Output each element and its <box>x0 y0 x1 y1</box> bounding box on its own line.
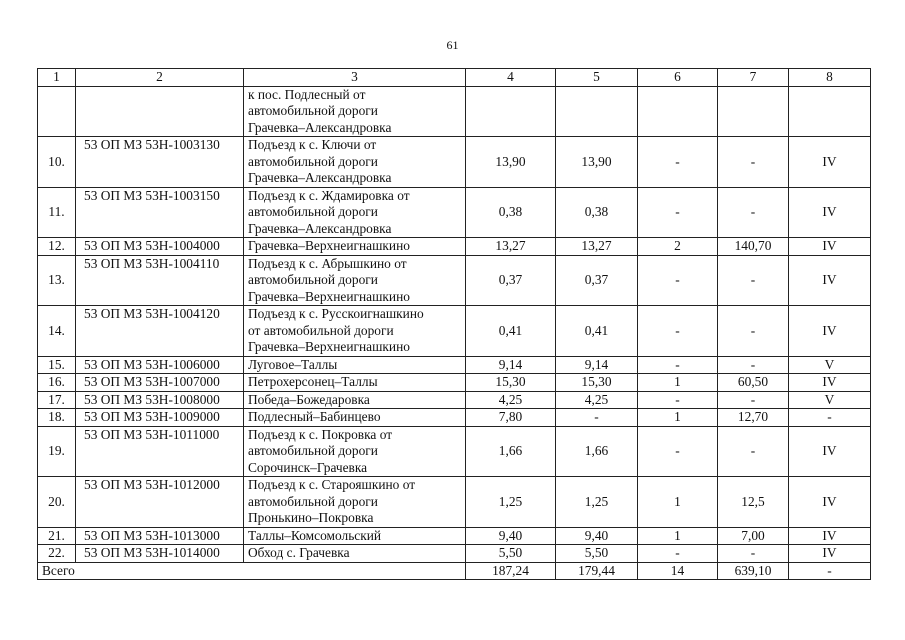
road-category: IV <box>789 255 871 306</box>
table-row <box>38 409 871 427</box>
road-category: - <box>789 409 871 427</box>
road-name-line: Пронькино–Покровка <box>248 510 374 525</box>
road-category: V <box>789 391 871 409</box>
hard-surface-length: 9,14 <box>556 356 638 374</box>
road-name <box>244 255 466 306</box>
bridges-length: - <box>718 356 789 374</box>
bridges-count: - <box>638 356 718 374</box>
bridges-count: 1 <box>638 527 718 545</box>
road-length: 13,90 <box>466 137 556 188</box>
row-number: 16. <box>38 374 76 392</box>
road-name-line: Сорочинск–Грачевка <box>248 459 368 475</box>
bridges-length: 60,50 <box>718 374 789 392</box>
road-name <box>244 187 466 238</box>
road-code: 53 ОП МЗ 53Н-1008000 <box>76 391 244 409</box>
bridges-length <box>718 86 789 137</box>
column-number: 3 <box>244 69 466 87</box>
road-code: 53 ОП МЗ 53Н-1006000 <box>76 356 244 374</box>
column-number-row <box>38 69 871 87</box>
table-row <box>38 86 871 137</box>
bridges-count: 1 <box>638 477 718 528</box>
bridges-length: - <box>718 187 789 238</box>
bridges-count: - <box>638 426 718 477</box>
road-length: 4,25 <box>466 391 556 409</box>
column-number: 5 <box>556 69 638 87</box>
bridges-count: - <box>638 306 718 357</box>
column-number: 1 <box>38 69 76 87</box>
road-length: 13,27 <box>466 238 556 256</box>
page-number: 61 <box>446 38 459 52</box>
road-category: IV <box>789 527 871 545</box>
row-number: 18. <box>38 409 76 427</box>
bridges-length: - <box>718 306 789 357</box>
bridges-count: 2 <box>638 238 718 256</box>
road-length: 0,37 <box>466 255 556 306</box>
road-name-line: Подлесный–Бабинцево <box>248 409 381 424</box>
road-code <box>76 86 244 137</box>
table-row <box>38 426 871 477</box>
total-length: 187,24 <box>466 562 556 580</box>
hard-surface-length: 1,66 <box>556 426 638 477</box>
row-number: 11. <box>38 187 76 238</box>
road-name <box>244 409 466 427</box>
road-name-line: Луговое–Таллы <box>248 356 338 372</box>
row-number <box>38 86 76 137</box>
bridges-length: - <box>718 391 789 409</box>
road-name <box>244 426 466 477</box>
table-row <box>38 356 871 374</box>
total-hard-surface: 179,44 <box>556 562 638 580</box>
road-code: 53 ОП МЗ 53Н-1003130 <box>76 137 244 188</box>
bridges-length: - <box>718 426 789 477</box>
hard-surface-length: 0,38 <box>556 187 638 238</box>
hard-surface-length: 9,40 <box>556 527 638 545</box>
road-category: IV <box>789 545 871 563</box>
row-number: 10. <box>38 137 76 188</box>
bridges-count: - <box>638 545 718 563</box>
roads-table <box>37 68 871 580</box>
row-number: 17. <box>38 391 76 409</box>
road-code: 53 ОП МЗ 53Н-1013000 <box>76 527 244 545</box>
road-category: IV <box>789 477 871 528</box>
road-name <box>244 374 466 392</box>
bridges-count: - <box>638 137 718 188</box>
hard-surface-length: 15,30 <box>556 374 638 392</box>
bridges-length: - <box>718 137 789 188</box>
road-name-line: Грачевка–Верхнеигнашкино <box>248 339 410 354</box>
table-row <box>38 477 871 528</box>
road-name <box>244 238 466 256</box>
road-name <box>244 545 466 563</box>
road-name-line: Подъезд к с. Покровка от <box>248 426 393 442</box>
bridges-length: 12,70 <box>718 409 789 427</box>
bridges-length: 140,70 <box>718 238 789 256</box>
road-name-line: Подъезд к с. Абрышкино от <box>248 255 407 271</box>
road-code: 53 ОП МЗ 53Н-1004000 <box>76 238 244 256</box>
column-number: 8 <box>789 69 871 87</box>
road-name <box>244 86 466 137</box>
road-category <box>789 86 871 137</box>
table-row <box>38 306 871 357</box>
total-bridges-length: 639,10 <box>718 562 789 580</box>
hard-surface-length: - <box>556 409 638 427</box>
road-category: V <box>789 356 871 374</box>
road-name-line: автомобильной дороги <box>248 493 378 509</box>
road-name-line: автомобильной дороги <box>248 204 378 219</box>
road-name-line: автомобильной дороги <box>248 103 378 118</box>
bridges-count: - <box>638 255 718 306</box>
road-category: IV <box>789 426 871 477</box>
road-code: 53 ОП МЗ 53Н-1012000 <box>76 477 244 528</box>
bridges-length: 12,5 <box>718 477 789 528</box>
road-name-line: Подъезд к с. Ждамировка от <box>248 187 410 203</box>
road-category: IV <box>789 306 871 357</box>
road-length: 1,66 <box>466 426 556 477</box>
road-name-line: от автомобильной дороги <box>248 322 394 338</box>
column-number: 4 <box>466 69 556 87</box>
road-name-line: Подъезд к с. Старояшкино от <box>248 477 416 492</box>
bridges-length: - <box>718 545 789 563</box>
table-row <box>38 137 871 188</box>
road-name-line: автомобильной дороги <box>248 153 378 169</box>
road-name-line: к пос. Подлесный от <box>248 86 366 102</box>
road-length: 5,50 <box>466 545 556 563</box>
road-name <box>244 391 466 409</box>
road-category: IV <box>789 137 871 188</box>
road-length: 15,30 <box>466 374 556 392</box>
total-label: Всего <box>38 562 466 580</box>
row-number: 20. <box>38 477 76 528</box>
hard-surface-length <box>556 86 638 137</box>
row-number: 21. <box>38 527 76 545</box>
road-code: 53 ОП МЗ 53Н-1004120 <box>76 306 244 357</box>
bridges-count <box>638 86 718 137</box>
table-row <box>38 391 871 409</box>
road-length: 0,41 <box>466 306 556 357</box>
road-length <box>466 86 556 137</box>
road-name-line: Грачевка–Александровка <box>248 170 392 185</box>
road-name-line: Подъезд к с. Русскоигнашкино <box>248 306 424 321</box>
bridges-count: - <box>638 391 718 409</box>
hard-surface-length: 13,27 <box>556 238 638 256</box>
road-name-line: Грачевка–Александровка <box>248 119 392 135</box>
road-name-line: автомобильной дороги <box>248 443 378 458</box>
row-number: 15. <box>38 356 76 374</box>
road-length: 0,38 <box>466 187 556 238</box>
road-name-line: Грачевка–Верхнеигнашкино <box>248 288 410 304</box>
road-length: 9,14 <box>466 356 556 374</box>
row-number: 19. <box>38 426 76 477</box>
table-row <box>38 255 871 306</box>
column-number: 7 <box>718 69 789 87</box>
hard-surface-length: 0,41 <box>556 306 638 357</box>
hard-surface-length: 1,25 <box>556 477 638 528</box>
road-category: IV <box>789 374 871 392</box>
road-name-line: Победа–Божедаровка <box>248 391 370 407</box>
road-code: 53 ОП МЗ 53Н-1007000 <box>76 374 244 392</box>
road-name-line: Таллы–Комсомольский <box>248 527 382 543</box>
bridges-length: 7,00 <box>718 527 789 545</box>
road-code: 53 ОП МЗ 53Н-1004110 <box>76 255 244 306</box>
road-name <box>244 477 466 528</box>
hard-surface-length: 0,37 <box>556 255 638 306</box>
road-name-line: Подъезд к с. Ключи от <box>248 137 377 152</box>
column-number: 6 <box>638 69 718 87</box>
road-name-line: Петрохерсонец–Таллы <box>248 374 378 389</box>
road-name <box>244 356 466 374</box>
road-code: 53 ОП МЗ 53Н-1011000 <box>76 426 244 477</box>
table-row <box>38 238 871 256</box>
road-length: 9,40 <box>466 527 556 545</box>
total-bridges-count: 14 <box>638 562 718 580</box>
total-row <box>38 562 871 580</box>
table-row <box>38 527 871 545</box>
road-name-line: Грачевка–Верхнеигнашкино <box>248 238 410 253</box>
road-name <box>244 527 466 545</box>
road-name-line: автомобильной дороги <box>248 272 378 287</box>
road-name <box>244 137 466 188</box>
road-category: IV <box>789 238 871 256</box>
road-name-line: Грачевка–Александровка <box>248 220 392 236</box>
bridges-count: 1 <box>638 374 718 392</box>
bridges-length: - <box>718 255 789 306</box>
road-category: IV <box>789 187 871 238</box>
road-code: 53 ОП МЗ 53Н-1009000 <box>76 409 244 427</box>
road-length: 1,25 <box>466 477 556 528</box>
table-row <box>38 187 871 238</box>
hard-surface-length: 5,50 <box>556 545 638 563</box>
hard-surface-length: 4,25 <box>556 391 638 409</box>
hard-surface-length: 13,90 <box>556 137 638 188</box>
row-number: 12. <box>38 238 76 256</box>
row-number: 13. <box>38 255 76 306</box>
road-name <box>244 306 466 357</box>
column-number: 2 <box>76 69 244 87</box>
road-code: 53 ОП МЗ 53Н-1014000 <box>76 545 244 563</box>
row-number: 22. <box>38 545 76 563</box>
table-row <box>38 545 871 563</box>
road-code: 53 ОП МЗ 53Н-1003150 <box>76 187 244 238</box>
road-name-line: Обход с. Грачевка <box>248 545 350 560</box>
row-number: 14. <box>38 306 76 357</box>
road-length: 7,80 <box>466 409 556 427</box>
bridges-count: - <box>638 187 718 238</box>
bridges-count: 1 <box>638 409 718 427</box>
total-category: - <box>789 562 871 580</box>
table-row <box>38 374 871 392</box>
